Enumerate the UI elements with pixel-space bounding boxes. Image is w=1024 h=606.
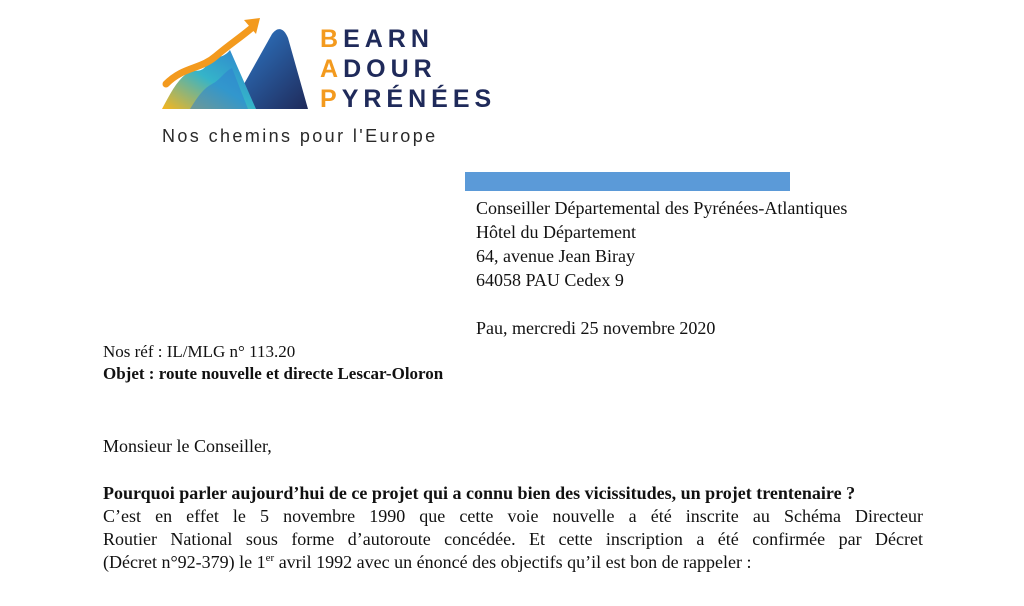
redacted-recipient-name xyxy=(465,172,790,191)
logo-word-adour: ADOUR xyxy=(320,55,437,83)
logo-tagline: Nos chemins pour l'Europe xyxy=(162,126,438,146)
salutation: Monsieur le Conseiller, xyxy=(103,436,272,456)
paragraph-line: (Décret n°92-379) le 1er avril 1992 avec un énoncé des objectifs qu’il est bon de rappeler : xyxy=(103,552,752,572)
paragraph-line: C’est en effet le 5 novembre 1990 que cette voie nouvelle a été inscrite au Schéma Directeur xyxy=(103,506,923,526)
logo-word-bearn: BEARN xyxy=(320,25,434,53)
paragraph-line: Routier National sous forme d’autoroute concédée. Et cette inscription a été confirmée par Décret xyxy=(103,529,923,549)
letter-body xyxy=(103,482,923,574)
recipient-address xyxy=(476,196,847,292)
bap-logo-mountain xyxy=(160,14,310,114)
question-heading: Pourquoi parler aujourd’hui de ce projet qui a connu bien des vicissitudes, un projet trentenaire ? xyxy=(103,483,856,503)
letter-date: Pau, mercredi 25 novembre 2020 xyxy=(476,318,716,338)
bap-logo-wordmark xyxy=(320,24,496,114)
body-paragraph xyxy=(103,505,923,574)
address-line: 64, avenue Jean Biray xyxy=(476,246,635,266)
logo-word-pyrenees: PYRÉNÉES xyxy=(320,85,497,113)
reference-number: Nos réf : IL/MLG n° 113.20 xyxy=(103,342,296,361)
address-line: 64058 PAU Cedex 9 xyxy=(476,270,624,290)
letter-subject: Objet : route nouvelle et directe Lescar-Oloron xyxy=(103,364,444,383)
address-line: Conseiller Départemental des Pyrénées-Atlantiques xyxy=(476,198,848,218)
address-line: Hôtel du Département xyxy=(476,222,636,242)
